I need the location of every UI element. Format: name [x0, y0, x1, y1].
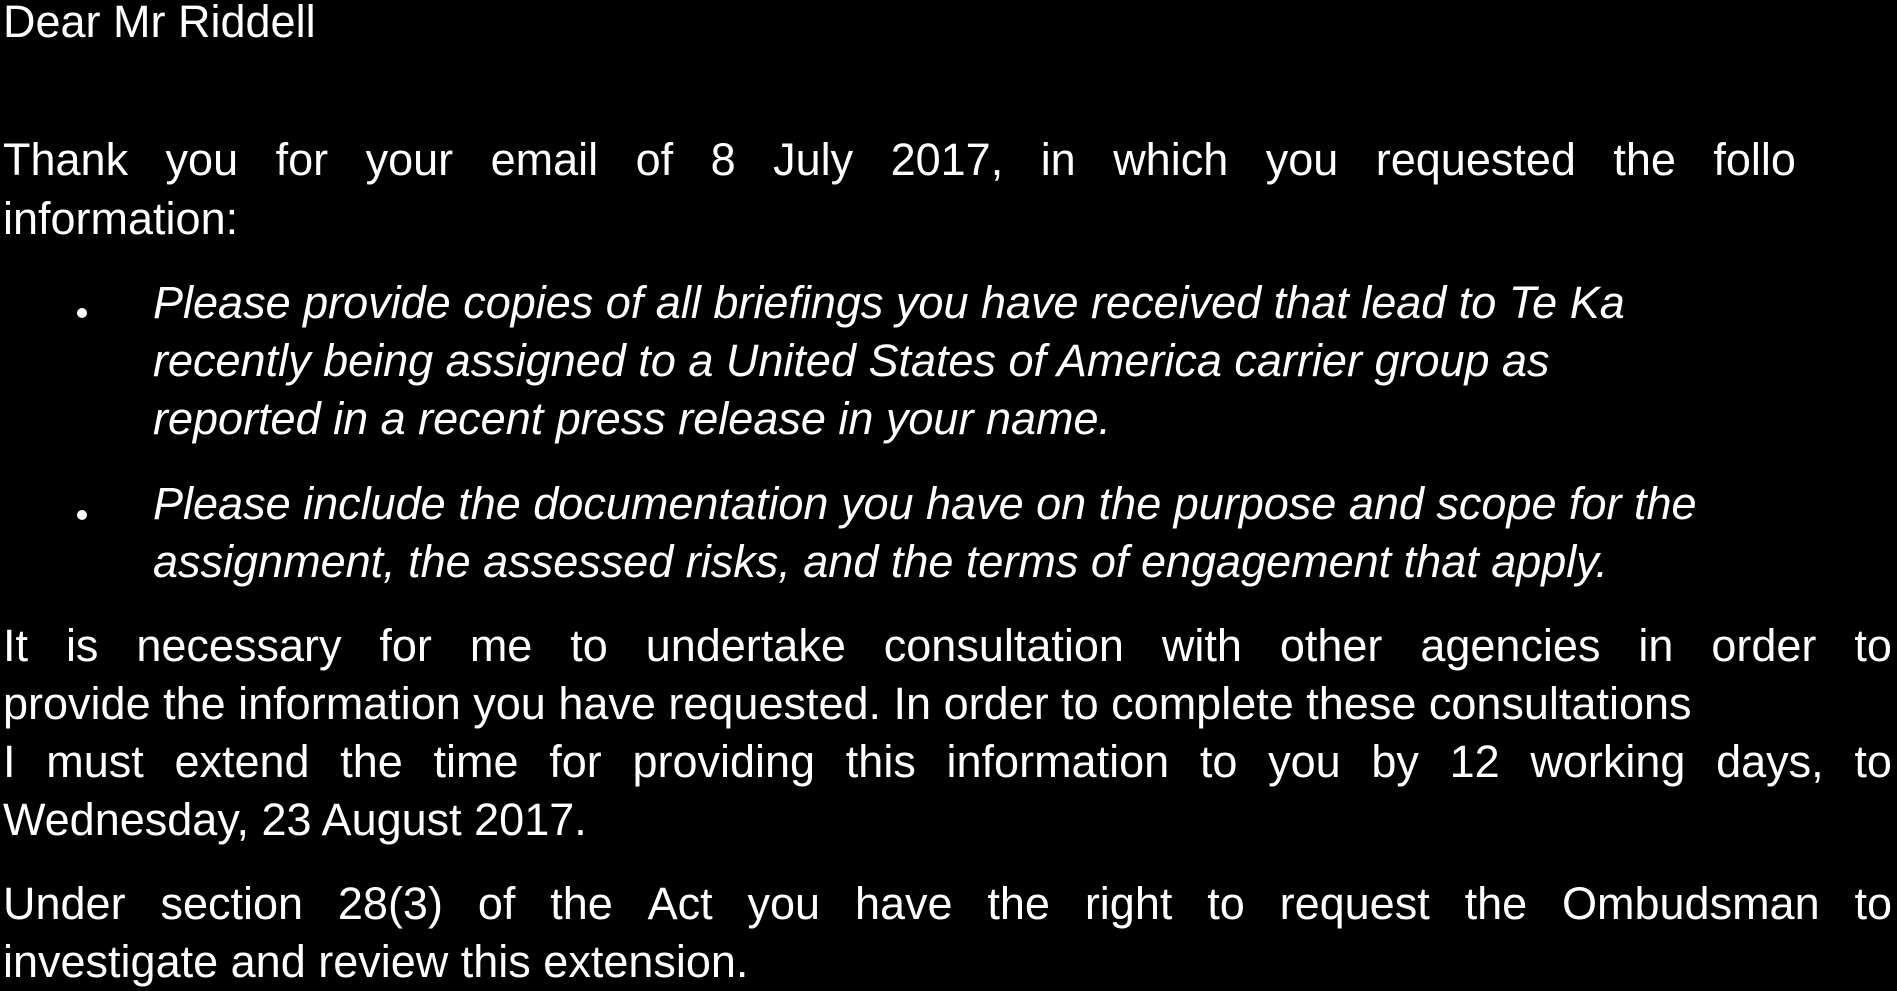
word: you: [1268, 736, 1341, 787]
request-item-1-line-2: recently being assigned to a United States of America carrier group as: [153, 335, 1550, 386]
word: for: [379, 620, 432, 671]
ombudsman-paragraph-line-2: investigate and review this extension.: [3, 936, 749, 987]
word: for: [275, 134, 329, 185]
word: must: [46, 736, 144, 787]
word: time: [433, 736, 519, 787]
bullet-point-2: [77, 510, 87, 520]
request-item-1-line-1: Please provide copies of all briefings you have received that lead to Te Ka: [153, 277, 1625, 328]
word: by: [1371, 736, 1419, 787]
word: have: [854, 878, 953, 929]
request-item-2-line-2: assignment, the assessed risks, and the terms of engagement that apply.: [153, 536, 1608, 587]
word: in: [1638, 620, 1674, 671]
word: email: [490, 134, 599, 185]
word: you: [1265, 134, 1339, 185]
word: July: [773, 134, 854, 185]
word: days,: [1716, 736, 1824, 787]
word: request: [1279, 878, 1430, 929]
word: to: [1199, 736, 1238, 787]
word: Act: [647, 878, 713, 929]
word: 28(3): [337, 878, 443, 929]
word: section: [160, 878, 304, 929]
word: for: [549, 736, 602, 787]
word: other: [1279, 620, 1383, 671]
word: necessary: [136, 620, 342, 671]
word: Ombudsman: [1562, 878, 1820, 929]
word: you: [747, 878, 821, 929]
intro-paragraph-line-2: information:: [3, 193, 239, 244]
word: providing: [632, 736, 816, 787]
word: Under: [3, 878, 126, 929]
word: agencies: [1420, 620, 1601, 671]
word: right: [1084, 878, 1173, 929]
word: the: [987, 878, 1050, 929]
word: is: [65, 620, 99, 671]
request-item-1-line-3: reported in a recent press release in your name.: [153, 393, 1112, 444]
word: to: [1854, 878, 1892, 929]
consultation-paragraph-line-2: provide the information you have requested. In order to complete these consultations: [3, 678, 1692, 729]
consultation-paragraph-line-4: Wednesday, 23 August 2017.: [3, 794, 587, 845]
word: working: [1530, 736, 1686, 787]
word: your: [365, 134, 454, 185]
word: requested: [1375, 134, 1576, 185]
bullet-point-1: [77, 308, 87, 318]
word: this: [845, 736, 916, 787]
request-item-2-line-1: Please include the documentation you have on the purpose and scope for the: [153, 478, 1697, 529]
word: information: [946, 736, 1170, 787]
word: with: [1161, 620, 1242, 671]
word: order: [1711, 620, 1817, 671]
word: me: [469, 620, 533, 671]
word: Thank: [3, 134, 129, 185]
intro-paragraph-line-1: [3, 130, 1796, 189]
word: consultation: [883, 620, 1124, 671]
word: follo: [1713, 134, 1796, 185]
word: which: [1113, 134, 1229, 185]
word: in: [1040, 134, 1076, 185]
ombudsman-paragraph-line-1: [3, 874, 1892, 933]
word: undertake: [645, 620, 846, 671]
word: extend: [174, 736, 310, 787]
word: I: [3, 736, 16, 787]
word: you: [165, 134, 239, 185]
word: to: [1207, 878, 1245, 929]
word: 2017,: [890, 134, 1004, 185]
word: It: [3, 620, 29, 671]
word: 12: [1449, 736, 1500, 787]
consultation-paragraph-line-1: [3, 616, 1892, 675]
word: to: [1854, 736, 1892, 787]
word: the: [550, 878, 613, 929]
word: to: [1854, 620, 1892, 671]
word: the: [1464, 878, 1528, 929]
word: 8: [710, 134, 736, 185]
consultation-paragraph-line-3: [3, 732, 1892, 791]
word: to: [570, 620, 608, 671]
salutation: Dear Mr Riddell: [3, 0, 316, 47]
word: of: [635, 134, 674, 185]
word: the: [1613, 134, 1676, 185]
word: of: [477, 878, 516, 929]
word: the: [340, 736, 403, 787]
